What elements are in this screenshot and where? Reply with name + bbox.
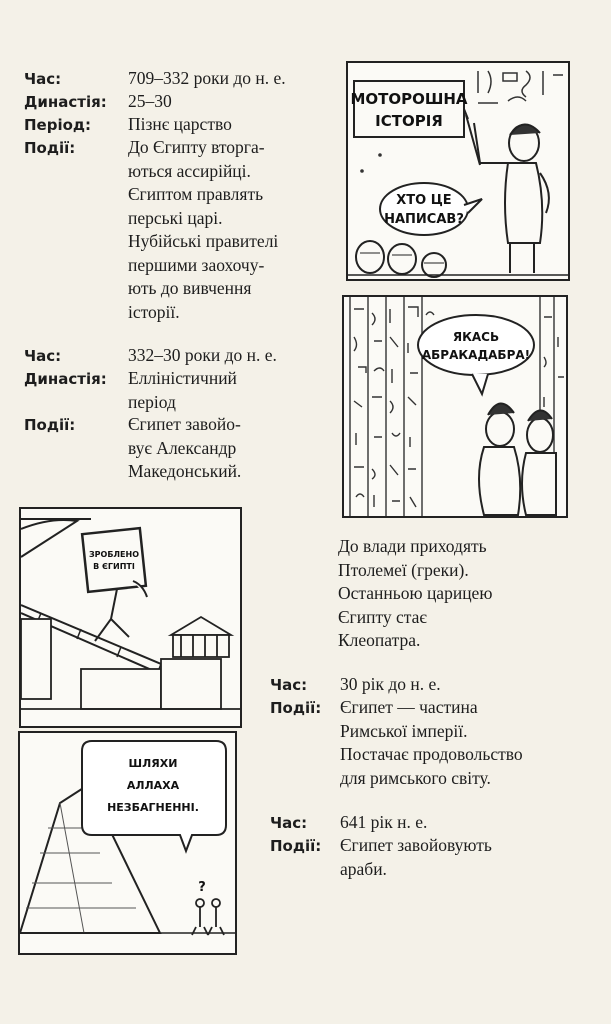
label-events-1: Події:	[24, 139, 76, 157]
label-time-1: Час:	[24, 70, 62, 88]
sign-line-1: МОТОРОШНА	[350, 90, 468, 108]
time-value-1: 709–332 роки до н. е.	[128, 68, 286, 88]
bubble-line-2: АБРАКАДАБРА!	[421, 348, 531, 362]
temple	[171, 617, 231, 657]
bubble-line-2: АЛЛАХА	[126, 779, 180, 792]
comic-panel-hieroglyphs	[342, 295, 568, 518]
comic-panel-pyramid	[18, 731, 237, 955]
label-period-1: Період:	[24, 116, 92, 134]
label-events-3: Події:	[270, 699, 322, 717]
crate-line-2: В ЄГИПТІ	[93, 562, 135, 571]
time-value-4: 641 рік н. е.	[340, 812, 428, 832]
label-dynasty-1: Династія:	[24, 93, 107, 111]
export-illustration	[21, 509, 240, 726]
label-time-2: Час:	[24, 347, 62, 365]
period-value-1: Пізнє царство	[128, 114, 232, 134]
bubble-line-1: ХТО ЦЕ	[396, 193, 452, 208]
label-dynasty-2: Династія:	[24, 370, 107, 388]
label-time-4: Час:	[270, 814, 308, 832]
dynasty-value-1: 25–30	[128, 91, 172, 111]
ship-sail	[21, 519, 91, 557]
hieroglyph-wall-illustration	[344, 297, 566, 516]
pots	[356, 241, 446, 277]
events-value-3: Єгипет — частина Римської імперії. Постачає продовольство для римського світу.	[340, 697, 523, 788]
time-value-2: 332–30 роки до н. е.	[128, 345, 277, 365]
comic-panel-export	[19, 507, 242, 728]
events-value-2: Єгипет завойо- вує Александр Македонський.	[128, 414, 242, 481]
label-time-3: Час:	[270, 676, 308, 694]
events-value-4: Єгипет завойовують араби.	[340, 835, 492, 879]
bubble-line-1: ЯКАСЬ	[452, 330, 500, 344]
scribe-figure	[464, 109, 549, 273]
label-events-2: Події:	[24, 416, 76, 434]
ptolemy-paragraph: До влади приходять Птолемеї (греки). Останньою царицею Єгипту стає Клеопатра.	[338, 536, 493, 650]
speech-bubble	[380, 183, 468, 235]
bubble-line-1: ШЛЯХИ	[128, 757, 178, 770]
question-mark: ?	[198, 880, 206, 895]
hieroglyph-strip	[478, 71, 563, 103]
crate-line-1: ЗРОБЛЕНО	[88, 550, 140, 559]
label-events-4: Події:	[270, 837, 322, 855]
sign-line-2: ІСТОРІЯ	[375, 112, 443, 130]
speech-bubble	[418, 315, 534, 375]
travellers	[192, 899, 224, 935]
bubble-line-3: НЕЗБАГНЕННІ.	[107, 801, 199, 814]
pyramid-illustration	[20, 733, 235, 953]
comic-panel-scribe	[346, 61, 570, 281]
time-value-3: 30 рік до н. е.	[340, 674, 441, 694]
scribe-illustration	[348, 63, 568, 279]
dynasty-value-2: Елліністичний період	[128, 368, 237, 412]
bubble-line-2: НАПИСАВ?	[384, 212, 464, 227]
events-value-1: До Єгипту вторга- ються ассирійці. Єгиптом правлять перські царі. Нубійські правителі першими заохочу- ють до вивчення історії.	[128, 137, 279, 322]
roman-soldiers	[479, 403, 556, 515]
